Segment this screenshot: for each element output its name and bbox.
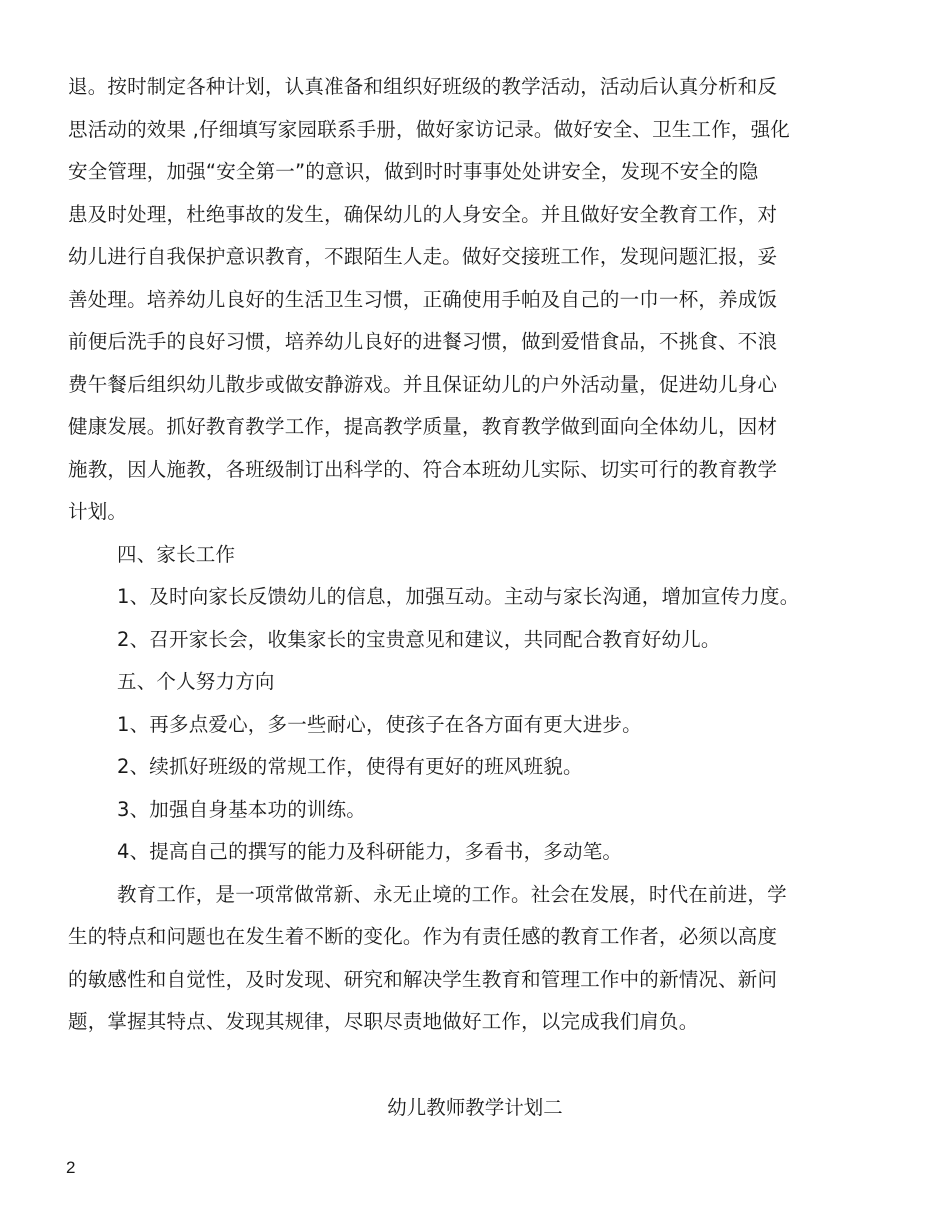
section-heading-parent-work: 四、家长工作	[117, 543, 236, 566]
list-item: 2、召开家长会，收集家长的宝贵意见和建议，共同配合教育好幼儿。	[117, 628, 721, 651]
paragraph-line: 幼儿进行自我保护意识教育，不跟陌生人走。做好交接班工作，发现问题汇报，妥	[68, 245, 778, 268]
paragraph-line: 思活动的效果 ,仔细填写家园联系手册，做好家访记录。做好安全、卫生工作，强化	[68, 118, 790, 141]
paragraph-line: 的敏感性和自觉性，及时发现、研究和解决学生教育和管理工作中的新情况、新问	[68, 968, 778, 991]
paragraph-line: 教育工作，是一项常做常新、永无止境的工作。社会在发展，时代在前进，学	[117, 883, 787, 906]
list-item: 1、再多点爱心，多一些耐心，使孩子在各方面有更大进步。	[117, 713, 642, 736]
list-item: 4、提高自己的撰写的能力及科研能力，多看书，多动笔。	[117, 840, 623, 863]
section-title: 幼儿教师教学计划二	[387, 1096, 563, 1119]
paragraph-line: 生的特点和问题也在发生着不断的变化。作为有责任感的教育工作者，必须以高度	[68, 925, 778, 948]
section-heading-personal-goals: 五、个人努力方向	[117, 670, 275, 693]
paragraph-line: 健康发展。抓好教育教学工作，提高教学质量，教育教学做到面向全体幼儿，因材	[68, 415, 778, 438]
list-item: 3、加强自身基本功的训练。	[117, 798, 367, 821]
paragraph-line: 善处理。培养幼儿良好的生活卫生习惯，正确使用手帕及自己的一巾一杯，养成饭	[68, 288, 778, 311]
paragraph-line: 安全管理，加强“安全第一”的意识，做到时时事事处处讲安全，发现不安全的隐	[68, 160, 759, 183]
paragraph-line: 计划。	[68, 500, 128, 523]
list-item: 2、续抓好班级的常规工作，使得有更好的班风班貌。	[117, 755, 583, 778]
paragraph-line: 题，掌握其特点、发现其规律，尽职尽责地做好工作，以完成我们肩负。	[68, 1010, 699, 1033]
page-number: 2	[66, 1158, 76, 1177]
paragraph-line: 费午餐后组织幼儿散步或做安静游戏。并且保证幼儿的户外活动量，促进幼儿身心	[68, 373, 778, 396]
paragraph-line: 退。按时制定各种计划，认真准备和组织好班级的教学活动，活动后认真分析和反	[68, 75, 778, 98]
paragraph-line: 前便后洗手的良好习惯，培养幼儿良好的进餐习惯，做到爱惜食品，不挑食、不浪	[68, 330, 778, 353]
paragraph-line: 患及时处理，杜绝事故的发生，确保幼儿的人身安全。并且做好安全教育工作，对	[68, 203, 778, 226]
list-item: 1、及时向家长反馈幼儿的信息，加强互动。主动与家长沟通，增加宣传力度。	[117, 585, 800, 608]
paragraph-line: 施教，因人施教，各班级制订出科学的、符合本班幼儿实际、切实可行的教育教学	[68, 458, 778, 481]
